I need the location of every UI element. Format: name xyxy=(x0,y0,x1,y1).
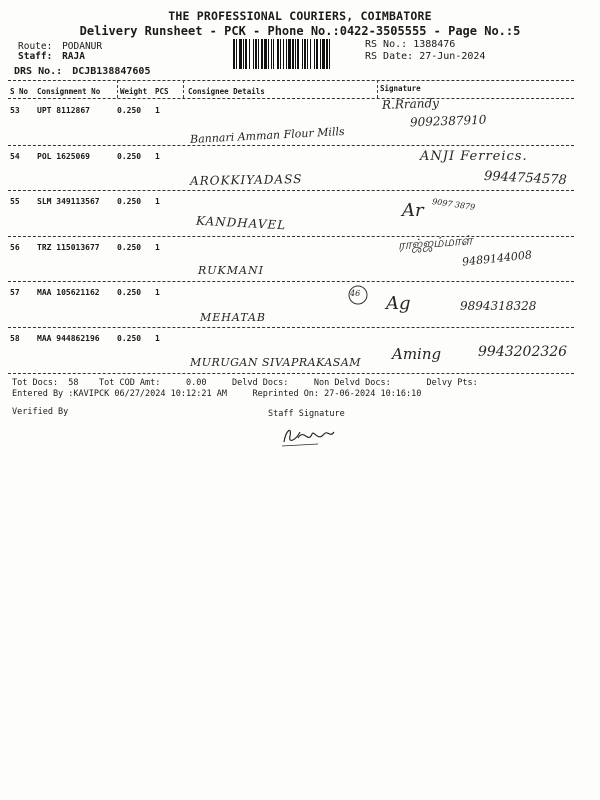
signature-handwriting: Aming xyxy=(392,345,442,363)
row-weight: 0.250 xyxy=(117,197,142,206)
barcode-bar xyxy=(283,39,284,69)
col-header-weight: Weight xyxy=(120,87,148,96)
row-sno: 55 xyxy=(10,197,20,206)
phone-handwriting: 9944754578 xyxy=(483,168,568,189)
barcode-bar xyxy=(302,39,303,69)
barcode-bar xyxy=(295,39,296,69)
drs-value: DCJB138847605 xyxy=(72,66,151,77)
table-row xyxy=(0,233,600,286)
barcode-bar xyxy=(286,39,287,69)
signature-handwriting: R.Rrandy xyxy=(381,96,440,112)
staff-signature-scrawl xyxy=(278,420,338,450)
table-row xyxy=(0,331,600,377)
totals-line: Tot Docs: 58 Tot COD Amt: 0.00 Delvd Docs: Non Delvd Docs: Delvy Pts: xyxy=(12,378,478,388)
row-pcs: 1 xyxy=(155,152,160,161)
row-pcs: 1 xyxy=(155,243,160,252)
col-header-consignee: Consignee Details xyxy=(188,87,265,96)
table-row xyxy=(0,96,600,149)
barcode-bar xyxy=(271,39,272,69)
row-rule xyxy=(8,373,574,374)
consignee-handwriting: RUKMANI xyxy=(198,264,264,277)
row-sno: 58 xyxy=(10,334,20,343)
row-weight: 0.250 xyxy=(117,106,142,115)
barcode-bar xyxy=(304,39,306,69)
consignee-handwriting: AROKKIYADASS xyxy=(189,172,303,188)
barcode-bar xyxy=(326,39,328,69)
table-row xyxy=(0,194,600,240)
signature-handwriting: ராஜ்ஜம்மாள் xyxy=(397,233,474,254)
runsheet-title: Delivery Runsheet - PCK - Phone No.:0422-3505555 - Page No.:5 xyxy=(79,24,521,38)
barcode-bar xyxy=(320,39,321,69)
verified-by-label: Verified By xyxy=(12,407,69,417)
barcode-bar xyxy=(322,39,325,69)
drs-line xyxy=(14,66,150,77)
row-pcs: 1 xyxy=(155,288,160,297)
signature-handwriting: Ar xyxy=(402,200,424,221)
row-consignment-no: TRZ 115013677 xyxy=(37,243,100,252)
barcode-bar xyxy=(277,39,279,69)
consignee-handwriting: Bannari Amman Flour Mills xyxy=(189,124,345,147)
rs-no xyxy=(365,39,455,50)
barcode-bar xyxy=(310,39,311,69)
barcode-bar xyxy=(329,39,330,69)
barcode-bar xyxy=(316,39,318,69)
row-rule xyxy=(8,327,574,328)
header-bottom-rule xyxy=(8,98,574,99)
barcode-bar xyxy=(273,39,274,69)
route-label: Route: xyxy=(18,41,53,52)
row-sno: 57 xyxy=(10,288,20,297)
row-rule xyxy=(8,190,574,191)
phone-handwriting: 9894318328 xyxy=(460,299,537,313)
barcode-bar xyxy=(236,39,237,69)
route-value: PODANUR xyxy=(62,41,103,52)
column-divider xyxy=(117,80,118,98)
col-header-signature: Signature xyxy=(380,84,421,93)
row-consignment-no: SLM 349113567 xyxy=(37,197,100,206)
row-rule xyxy=(8,281,574,282)
rs-no-value: 1388476 xyxy=(413,39,456,50)
consignee-handwriting: KANDHAVEL xyxy=(195,213,287,233)
staff-line xyxy=(18,51,85,62)
row-sno: 56 xyxy=(10,243,20,252)
rs-date-label: RS Date: xyxy=(365,51,414,62)
header-top-rule xyxy=(8,80,574,81)
barcode-bar xyxy=(297,39,299,69)
rs-no-label: RS No.: xyxy=(365,39,408,50)
staff-signature-label: Staff Signature xyxy=(268,409,345,419)
row-pcs: 1 xyxy=(155,106,160,115)
column-divider xyxy=(183,80,184,98)
company-name: THE PROFESSIONAL COURIERS, COIMBATORE xyxy=(168,9,432,23)
barcode-bar xyxy=(292,39,294,69)
table-row xyxy=(0,285,600,331)
rs-date-value: 27-Jun-2024 xyxy=(419,51,486,62)
signature-handwriting: Ag xyxy=(386,293,411,314)
row-rule xyxy=(8,145,574,146)
col-header-consignment: Consignment No xyxy=(37,87,101,96)
barcode-bar xyxy=(307,39,308,69)
row-consignment-no: MAA 105621162 xyxy=(37,288,100,297)
barcode-bar xyxy=(280,39,281,69)
row-pcs: 1 xyxy=(155,334,160,343)
circled-mark-number: 46 xyxy=(350,289,361,298)
row-consignment-no: POL 1625069 xyxy=(37,152,90,161)
drs-label: DRS No.: xyxy=(14,66,63,77)
signature-handwriting: ANJI Ferreics. xyxy=(420,149,528,164)
barcode-bar xyxy=(261,39,263,69)
row-sno: 53 xyxy=(10,106,20,115)
barcode-bar xyxy=(255,39,257,69)
row-sno: 54 xyxy=(10,152,20,161)
staff-value: RAJA xyxy=(62,51,85,62)
barcode-image xyxy=(232,39,360,69)
row-consignment-no: UPT 8112867 xyxy=(37,106,90,115)
row-weight: 0.250 xyxy=(117,334,142,343)
phone-handwriting: 9943202326 xyxy=(478,344,568,360)
barcode-bar xyxy=(258,39,259,69)
barcode-bar xyxy=(264,39,267,69)
phone-handwriting: 9092387910 xyxy=(409,112,487,130)
barcode-bar xyxy=(243,39,244,69)
phone-handwriting: 9489144008 xyxy=(461,248,533,269)
staff-label: Staff: xyxy=(18,51,53,62)
entered-by-line: Entered By :KAVIPCK 06/27/2024 10:12:21 AM Reprinted On: 27-06-2024 10:16:10 xyxy=(12,389,422,399)
column-divider xyxy=(377,80,378,98)
barcode-bar xyxy=(288,39,291,69)
barcode-bar xyxy=(233,39,235,69)
barcode-bar xyxy=(253,39,254,69)
consignee-handwriting: MURUGAN SIVAPRAKASAM xyxy=(190,356,362,369)
row-consignment-no: MAA 944862196 xyxy=(37,334,100,343)
row-weight: 0.250 xyxy=(117,288,142,297)
row-weight: 0.250 xyxy=(117,243,142,252)
barcode-bar xyxy=(245,39,247,69)
row-rule xyxy=(8,236,574,237)
barcode-bar xyxy=(314,39,315,69)
barcode-bar xyxy=(239,39,242,69)
phone-handwriting: 9097 3879 xyxy=(431,197,476,212)
consignee-handwriting: MEHATAB xyxy=(200,311,266,324)
barcode-bar xyxy=(249,39,250,69)
col-header-sno: S No xyxy=(10,87,29,96)
col-header-pcs: PCS xyxy=(155,87,169,96)
rs-date xyxy=(365,51,485,62)
table-row xyxy=(0,149,600,195)
row-pcs: 1 xyxy=(155,197,160,206)
barcode-bar xyxy=(268,39,269,69)
row-weight: 0.250 xyxy=(117,152,142,161)
